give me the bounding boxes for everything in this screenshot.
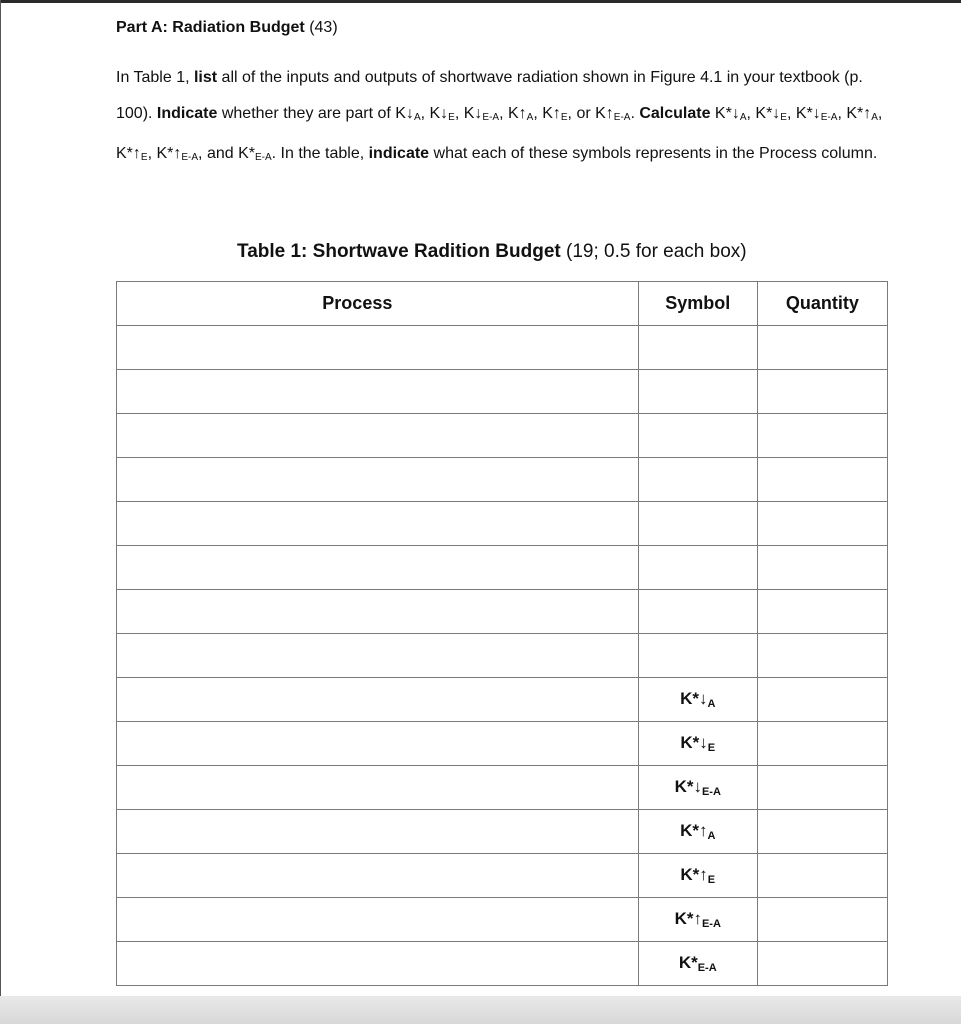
instr-subscript: A [871,112,878,123]
process-cell[interactable] [117,590,639,634]
instr-text: , and K* [198,145,255,162]
process-cell[interactable] [117,546,639,590]
instr-text: , K*↓ [746,105,781,122]
process-cell[interactable] [117,898,639,942]
instr-subscript: E [780,112,787,123]
quantity-cell[interactable] [757,502,887,546]
instr-bold-indicate: Indicate [156,105,218,122]
instr-text: , K↑ [533,105,561,122]
quantity-cell[interactable] [757,326,887,370]
table-caption-title: Table 1: Shortwave Radition Budget [237,241,561,262]
table-row [117,722,888,766]
table-row [117,854,888,898]
symbol-cell[interactable] [638,458,757,502]
quantity-cell[interactable] [757,458,887,502]
instr-text: , K*↑ [837,105,872,122]
symbol-cell[interactable] [638,414,757,458]
symbol-subscript: E-A [701,918,721,930]
quantity-cell[interactable] [757,854,887,898]
section-title: Part A: Radiation Budget [116,19,305,36]
section-heading [116,19,338,37]
instr-text: what each of these symbols represents in the Process column. [429,145,878,162]
table-caption [237,241,747,263]
table-row [117,546,888,590]
symbol-cell[interactable] [638,766,757,810]
instr-text: . [630,105,640,122]
symbol-subscript: E-A [701,786,721,798]
symbol-cell[interactable] [638,678,757,722]
page-top-border [0,0,961,3]
table-row [117,766,888,810]
quantity-cell[interactable] [757,634,887,678]
process-cell[interactable] [117,326,639,370]
header-process: Process [117,282,639,326]
header-quantity: Quantity [757,282,887,326]
symbol-base: K*↓ [680,733,708,752]
table-row [117,502,888,546]
page-left-border [0,0,1,1024]
instr-text: , K↑ [499,105,527,122]
symbol-base: K*↑ [680,865,708,884]
table-row [117,590,888,634]
symbol-cell[interactable] [638,326,757,370]
process-cell[interactable] [117,942,639,986]
symbol-cell[interactable] [638,942,757,986]
instr-subscript: E-A [482,112,500,123]
quantity-cell[interactable] [757,546,887,590]
instr-subscript: A [739,112,747,123]
symbol-cell[interactable] [638,634,757,678]
instr-text: . In the table, [271,145,369,162]
symbol-base: K*↑ [674,909,702,928]
quantity-cell[interactable] [757,414,887,458]
quantity-cell[interactable] [757,370,887,414]
quantity-cell[interactable] [757,678,887,722]
process-cell[interactable] [117,634,639,678]
instr-subscript: E-A [254,152,272,163]
symbol-subscript: A [707,830,716,842]
table-row [117,634,888,678]
process-cell[interactable] [117,678,639,722]
process-cell[interactable] [117,766,639,810]
instr-bold-list: list [193,69,218,86]
symbol-cell[interactable] [638,854,757,898]
symbol-cell[interactable] [638,546,757,590]
quantity-cell[interactable] [757,942,887,986]
table-header-row [117,282,888,326]
quantity-cell[interactable] [757,766,887,810]
instr-subscript: E-A [820,112,838,123]
header-symbol: Symbol [638,282,757,326]
page-bottom-edge [0,996,961,1024]
instr-text: , K↓ [454,105,483,122]
instr-text: all of the inputs and outputs of shortwave radiation shown in Figure 4.1 in your textbook (p. 100). [116,69,863,122]
table-row [117,898,888,942]
symbol-subscript: E [707,874,716,886]
symbol-subscript: E-A [697,962,717,974]
instr-subscript: A [526,112,534,123]
table-caption-points: (19; 0.5 for each box) [560,241,747,262]
symbol-subscript: E [707,742,716,754]
table-row [117,370,888,414]
process-cell[interactable] [117,810,639,854]
table-body [117,326,888,986]
symbol-base: K*↓ [674,777,702,796]
instr-text: , or K↑ [567,105,614,122]
instr-subscript: E [560,112,568,123]
process-cell[interactable] [117,370,639,414]
instr-bold-calculate: Calculate [639,105,711,122]
process-cell[interactable] [117,854,639,898]
instr-bold-indicate-2: indicate [368,145,430,162]
instr-subscript: E-A [181,152,199,163]
shortwave-budget-table [116,281,888,986]
symbol-cell[interactable] [638,722,757,766]
process-cell[interactable] [117,458,639,502]
instr-text: whether they are part of K↓ [217,105,414,122]
symbol-cell[interactable] [638,502,757,546]
instr-subscript: E [448,112,455,123]
table-row [117,458,888,502]
instr-text: K*↓ [710,105,740,122]
process-cell[interactable] [117,722,639,766]
quantity-cell[interactable] [757,722,887,766]
symbol-base: K*↓ [680,689,708,708]
instr-text: , K*↑ [116,105,883,162]
instr-subscript: A [413,112,421,123]
table-row [117,942,888,986]
instr-subscript: E-A [613,112,631,123]
section-points: (43) [309,19,338,36]
instr-subscript: E [140,152,148,163]
symbol-cell[interactable] [638,898,757,942]
instructions-paragraph [116,60,896,176]
quantity-cell[interactable] [757,590,887,634]
process-cell[interactable] [117,414,639,458]
table-row [117,326,888,370]
quantity-cell[interactable] [757,810,887,854]
instr-text: , K↓ [420,105,449,122]
instr-text: , K*↓ [786,105,821,122]
table-row [117,810,888,854]
instr-text: In Table 1, [116,69,194,86]
table-row [117,414,888,458]
symbol-cell[interactable] [638,590,757,634]
symbol-cell[interactable] [638,810,757,854]
symbol-cell[interactable] [638,370,757,414]
symbol-base: K* [678,953,698,972]
instr-text: , K*↑ [147,145,182,162]
symbol-base: K*↑ [680,821,708,840]
symbol-subscript: A [707,698,716,710]
process-cell[interactable] [117,502,639,546]
table-row [117,678,888,722]
quantity-cell[interactable] [757,898,887,942]
